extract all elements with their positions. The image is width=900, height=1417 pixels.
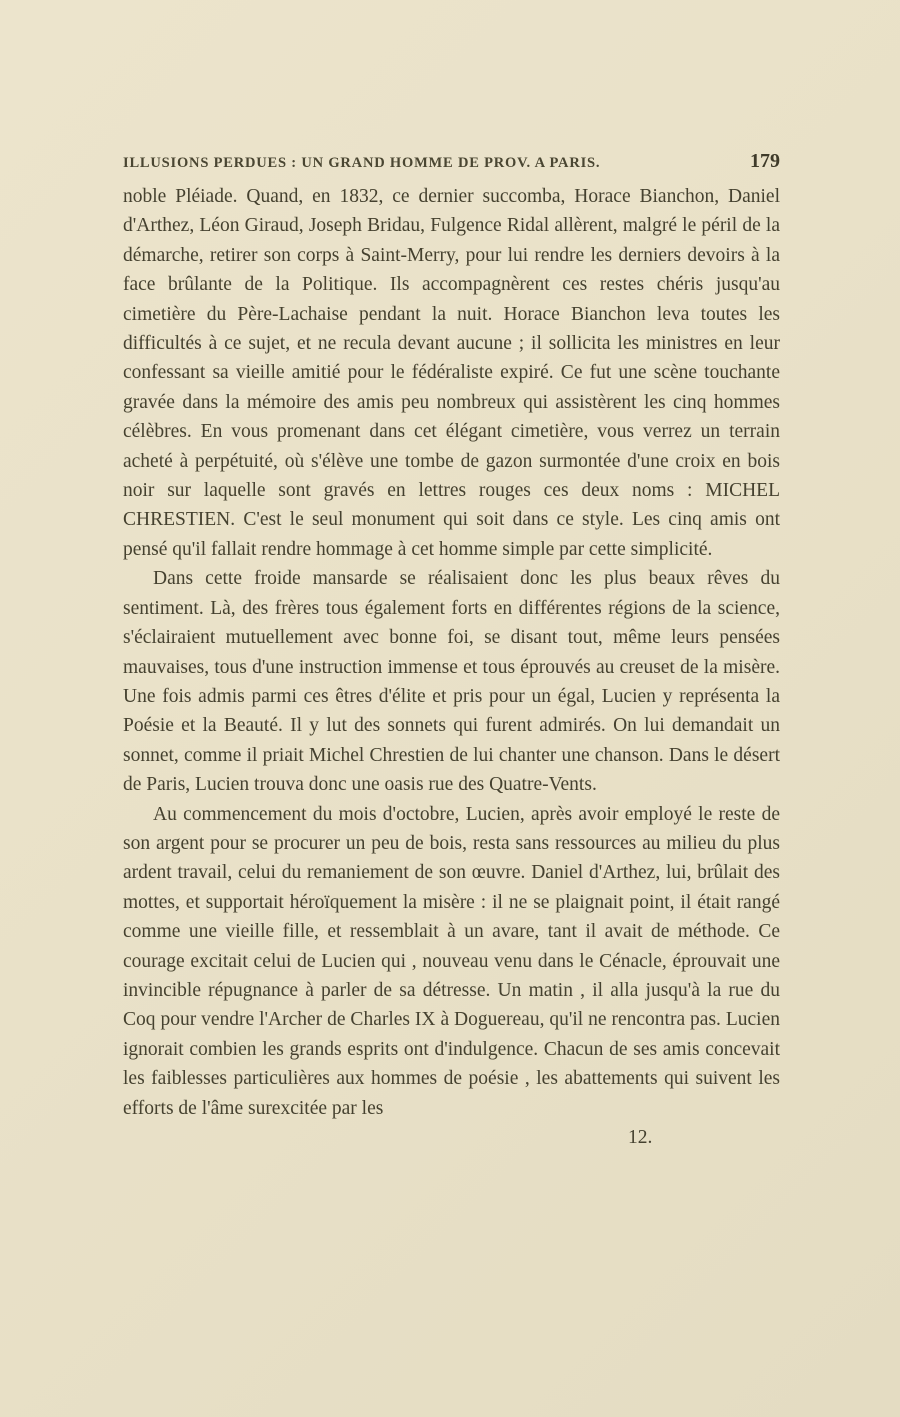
paragraph: noble Pléiade. Quand, en 1832, ce dernier succomba, Horace Bianchon, Daniel d'Arthez, Léon Giraud, Joseph Bridau, Fulgence Ridal allèrent, malgré le péril de la démarche, retirer son corps à Saint-Merry, pour lui rendre les derniers devoirs à la face brûlante de la Politique. Ils accompagnèrent ces restes chéris jusqu'au cimetière du Père-Lachaise pendant la nuit. Horace Bianchon leva toutes les difficultés à ce sujet, et ne recula devant aucune ; il sollicita les ministres en leur confessant sa vieille amitié pour le fédéraliste expiré. Ce fut une scène touchante gravée dans la mémoire des amis peu nombreux qui assistèrent les cinq hommes célèbres. En vous promenant dans cet élégant cimetière, vous verrez un terrain acheté à perpétuité, où s'élève une tombe de gazon surmontée d'une croix en bois noir sur laquelle sont gravés en lettres rouges ces deux noms : MICHEL CHRESTIEN. C'est le seul monument qui soit dans ce style. Les cinq amis ont pensé qu'il fallait rendre hommage à cet homme simple par cette simplicité. <box>123 186 780 560</box>
body-text <box>123 182 780 1152</box>
running-title: ILLUSIONS PERDUES : UN GRAND HOMME DE PROV. A PARIS. <box>123 155 601 171</box>
running-header <box>123 150 780 173</box>
page-number: 179 <box>750 150 780 172</box>
paragraph: Au commencement du mois d'octobre, Lucien, après avoir employé le reste de son argent pour se procurer un peu de bois, resta sans ressources au milieu du plus ardent travail, celui du remaniement de son œuvre. Daniel d'Arthez, lui, brûlait des mottes, et supportait héroïquement la misère : il ne se plaignait point, il était rangé comme une vieille fille, et ressemblait à un avare, tant il avait de méthode. Ce courage excitait celui de Lucien qui , nouveau venu dans le Cénacle, éprouvait une invincible répugnance à parler de sa détresse. Un matin , il alla jusqu'à la rue du Coq pour vendre l'Archer de Charles IX à Doguereau, qu'il ne rencontra pas. Lucien ignorait combien les grands esprits ont d'indulgence. Chacun de ses amis concevait les faiblesses particulières aux hommes de poésie , les abattements qui suivent les efforts de l'âme surexcitée par les <box>123 803 780 1119</box>
paragraph: Dans cette froide mansarde se réalisaient donc les plus beaux rêves du sentiment. Là, des frères tous également forts en différentes régions de la science, s'éclairaient mutuellement avec bonne foi, se disant tout, même leurs pensées mauvaises, tous d'une instruction immense et tous éprouvés au creuset de la misère. Une fois admis parmi ces êtres d'élite et pris pour un égal, Lucien y représenta la Poésie et la Beauté. Il y lut des sonnets qui furent admirés. On lui demandait un sonnet, comme il priait Michel Chrestien de lui chanter une chanson. Dans le désert de Paris, Lucien trouva donc une oasis rue des Quatre-Vents. <box>123 568 780 796</box>
signature-mark: 12. <box>628 1127 653 1148</box>
